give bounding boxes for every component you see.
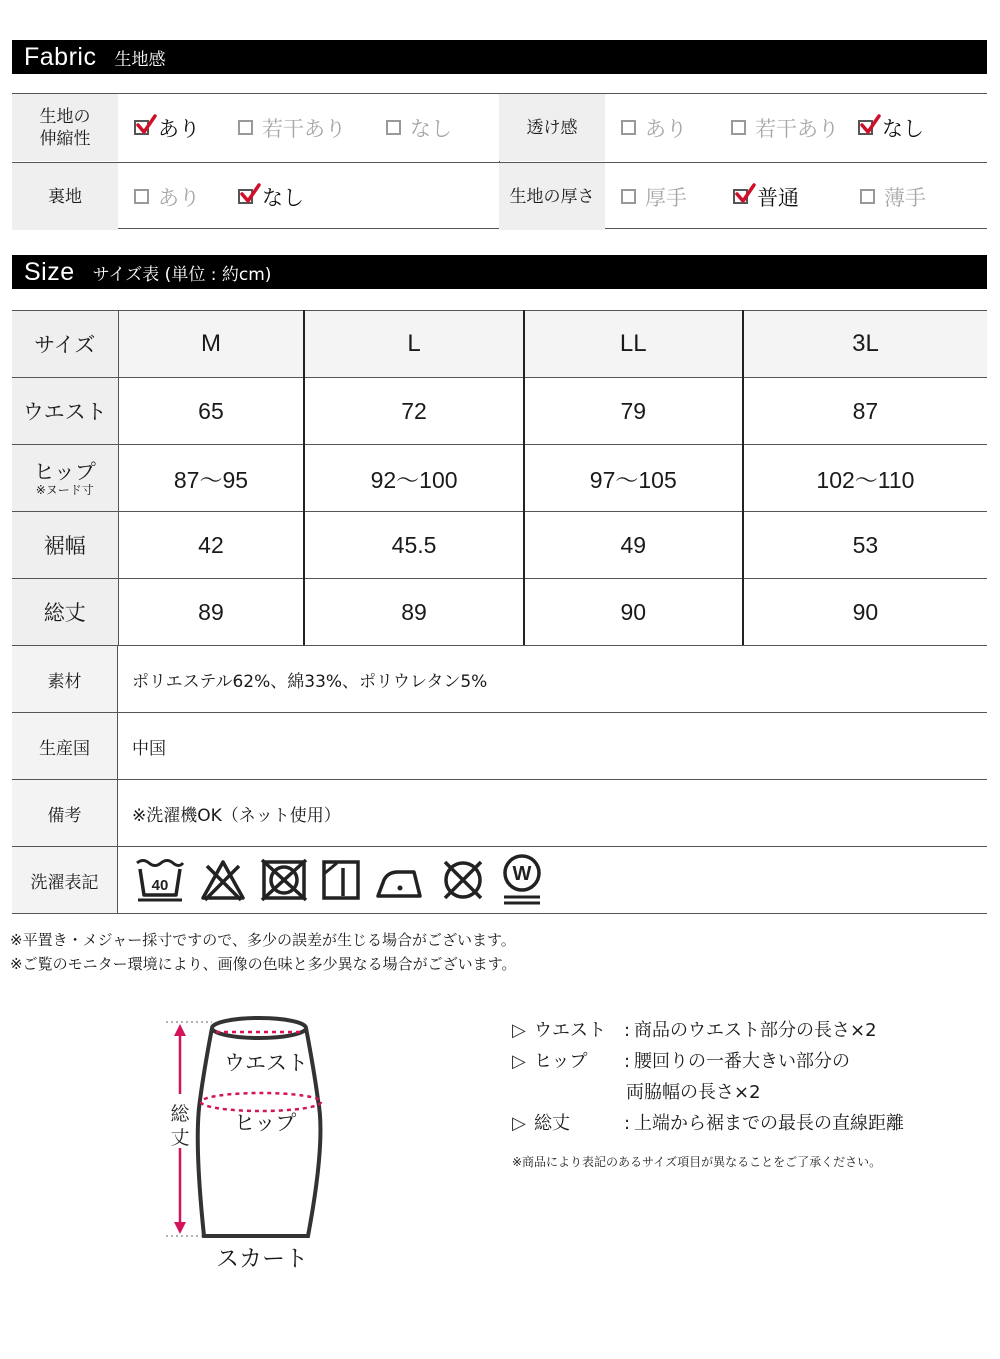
fabric-title-en: Fabric bbox=[24, 42, 97, 71]
legend-waist: ▷ ウエスト : 商品のウエスト部分の長さ×2 bbox=[512, 1015, 904, 1046]
table-row bbox=[12, 378, 987, 445]
size-header-label: サイズ bbox=[12, 311, 118, 378]
measurement-legend bbox=[512, 1015, 904, 1171]
table-cell: 53 bbox=[743, 512, 987, 579]
red-check-icon bbox=[239, 183, 261, 205]
table-cell: 87〜95 bbox=[118, 445, 304, 512]
fabric-row-2 bbox=[12, 162, 987, 230]
svg-text:総: 総 bbox=[170, 1103, 190, 1125]
fabric-table bbox=[12, 93, 987, 229]
triangle-right-icon: ▷ bbox=[512, 1113, 526, 1134]
row-label-hem: 裾幅 bbox=[12, 512, 118, 579]
info-row-material bbox=[12, 646, 987, 713]
care-symbols bbox=[118, 853, 544, 907]
table-cell: 79 bbox=[524, 378, 743, 445]
info-table bbox=[12, 645, 987, 914]
info-row-origin bbox=[12, 713, 987, 780]
table-cell: 92〜100 bbox=[304, 445, 523, 512]
legend-length: ▷ 総丈 : 上端から裾までの最長の直線距離 bbox=[512, 1108, 904, 1139]
checkbox-empty-icon bbox=[621, 189, 636, 204]
care-label: 洗濯表記 bbox=[12, 847, 118, 913]
triangle-right-icon: ▷ bbox=[512, 1020, 526, 1041]
table-cell: 49 bbox=[524, 512, 743, 579]
no-bleach-icon bbox=[199, 858, 247, 902]
thickness-option-thick: 厚手 bbox=[621, 163, 687, 230]
table-cell: 102〜110 bbox=[743, 445, 987, 512]
origin-label: 生産国 bbox=[12, 713, 118, 779]
diagram-name-label: スカート bbox=[216, 1246, 308, 1272]
lining-label: 裏地 bbox=[12, 163, 118, 230]
measurement-notes bbox=[10, 928, 516, 976]
info-row-remarks bbox=[12, 780, 987, 847]
lining-option-yes: あり bbox=[134, 163, 200, 230]
size-l: L bbox=[304, 311, 523, 378]
row-label-hip: ヒップ ※ヌード寸 bbox=[12, 445, 118, 512]
lining-option-no: なし bbox=[238, 163, 304, 230]
thickness-label: 生地の厚さ bbox=[499, 163, 605, 230]
legend-hip: ▷ ヒップ : 腰回りの一番大きい部分の bbox=[512, 1046, 904, 1077]
table-cell: 89 bbox=[118, 579, 304, 646]
svg-text:40: 40 bbox=[151, 877, 169, 894]
remarks-label: 備考 bbox=[12, 780, 118, 846]
stretch-option-yes: あり bbox=[134, 94, 200, 161]
triangle-right-icon: ▷ bbox=[512, 1051, 526, 1072]
size-3l: 3L bbox=[743, 311, 987, 378]
checkbox-empty-icon bbox=[731, 120, 746, 135]
checkbox-empty-icon bbox=[386, 120, 401, 135]
no-dry-clean-icon bbox=[439, 858, 487, 902]
table-cell: 97〜105 bbox=[524, 445, 743, 512]
hip-note: ※ヌード寸 bbox=[35, 482, 94, 497]
fabric-title-jp: 生地感 bbox=[114, 49, 166, 70]
size-m: M bbox=[118, 311, 304, 378]
svg-text:丈: 丈 bbox=[170, 1127, 190, 1149]
size-section-header bbox=[12, 255, 987, 289]
table-row bbox=[12, 579, 987, 646]
origin-value: 中国 bbox=[132, 738, 166, 759]
size-table bbox=[12, 310, 987, 646]
stretch-option-no: なし bbox=[386, 94, 452, 161]
sheer-option-no: なし bbox=[858, 94, 924, 161]
size-title-en: Size bbox=[24, 257, 75, 286]
table-cell: 89 bbox=[304, 579, 523, 646]
thickness-option-normal: 普通 bbox=[733, 163, 799, 230]
material-value: ポリエステル62%、綿33%、ポリウレタン5% bbox=[132, 671, 488, 692]
remarks-value: ※洗濯機OK（ネット使用） bbox=[132, 805, 341, 826]
table-cell: 87 bbox=[743, 378, 987, 445]
sheer-label: 透け感 bbox=[499, 94, 605, 161]
checkbox-empty-icon bbox=[860, 189, 875, 204]
table-cell: 72 bbox=[304, 378, 523, 445]
red-check-icon bbox=[734, 183, 756, 205]
table-cell: 45.5 bbox=[304, 512, 523, 579]
checkbox-empty-icon bbox=[134, 189, 149, 204]
iron-low-icon bbox=[374, 858, 426, 902]
note-line: ※ご覧のモニター環境により、画像の色味と多少異なる場合がございます。 bbox=[10, 955, 517, 973]
row-label-waist: ウエスト bbox=[12, 378, 118, 445]
stretch-option-slight: 若干あり bbox=[238, 94, 346, 161]
shade-dry-icon bbox=[321, 858, 361, 902]
info-row-care bbox=[12, 847, 987, 914]
red-check-icon bbox=[859, 114, 881, 136]
legend-footnote: ※商品により表記のあるサイズ項目が異なることをご了承ください。 bbox=[512, 1155, 882, 1169]
wet-clean-icon bbox=[500, 853, 544, 907]
checkbox-empty-icon bbox=[621, 120, 636, 135]
size-ll: LL bbox=[524, 311, 743, 378]
fabric-section-header bbox=[12, 40, 987, 74]
table-row bbox=[12, 512, 987, 579]
diagram-hip-label: ヒップ bbox=[234, 1111, 297, 1135]
sheer-option-slight: 若干あり bbox=[731, 94, 839, 161]
svg-text:W: W bbox=[512, 863, 532, 885]
table-cell: 90 bbox=[743, 579, 987, 646]
stretch-label: 生地の 伸縮性 bbox=[12, 94, 118, 161]
size-title-jp: サイズ表 (単位 : 約cm) bbox=[92, 264, 272, 285]
table-cell: 65 bbox=[118, 378, 304, 445]
legend-hip-cont: 両脇幅の長さ×2 bbox=[626, 1082, 761, 1103]
material-label: 素材 bbox=[12, 646, 118, 712]
checkbox-empty-icon bbox=[238, 120, 253, 135]
thickness-option-thin: 薄手 bbox=[860, 163, 926, 230]
fabric-row-1 bbox=[12, 94, 987, 162]
row-label-length: 総丈 bbox=[12, 579, 118, 646]
table-cell: 42 bbox=[118, 512, 304, 579]
table-cell: 90 bbox=[524, 579, 743, 646]
no-tumble-dry-icon bbox=[260, 858, 308, 902]
wash-40-icon bbox=[134, 857, 186, 903]
table-row bbox=[12, 445, 987, 512]
sheer-option-yes: あり bbox=[621, 94, 687, 161]
diagram-waist-label: ウエスト bbox=[224, 1051, 308, 1075]
note-line: ※平置き・メジャー採寸ですので、多少の誤差が生じる場合がございます。 bbox=[10, 931, 516, 949]
red-check-icon bbox=[135, 114, 157, 136]
